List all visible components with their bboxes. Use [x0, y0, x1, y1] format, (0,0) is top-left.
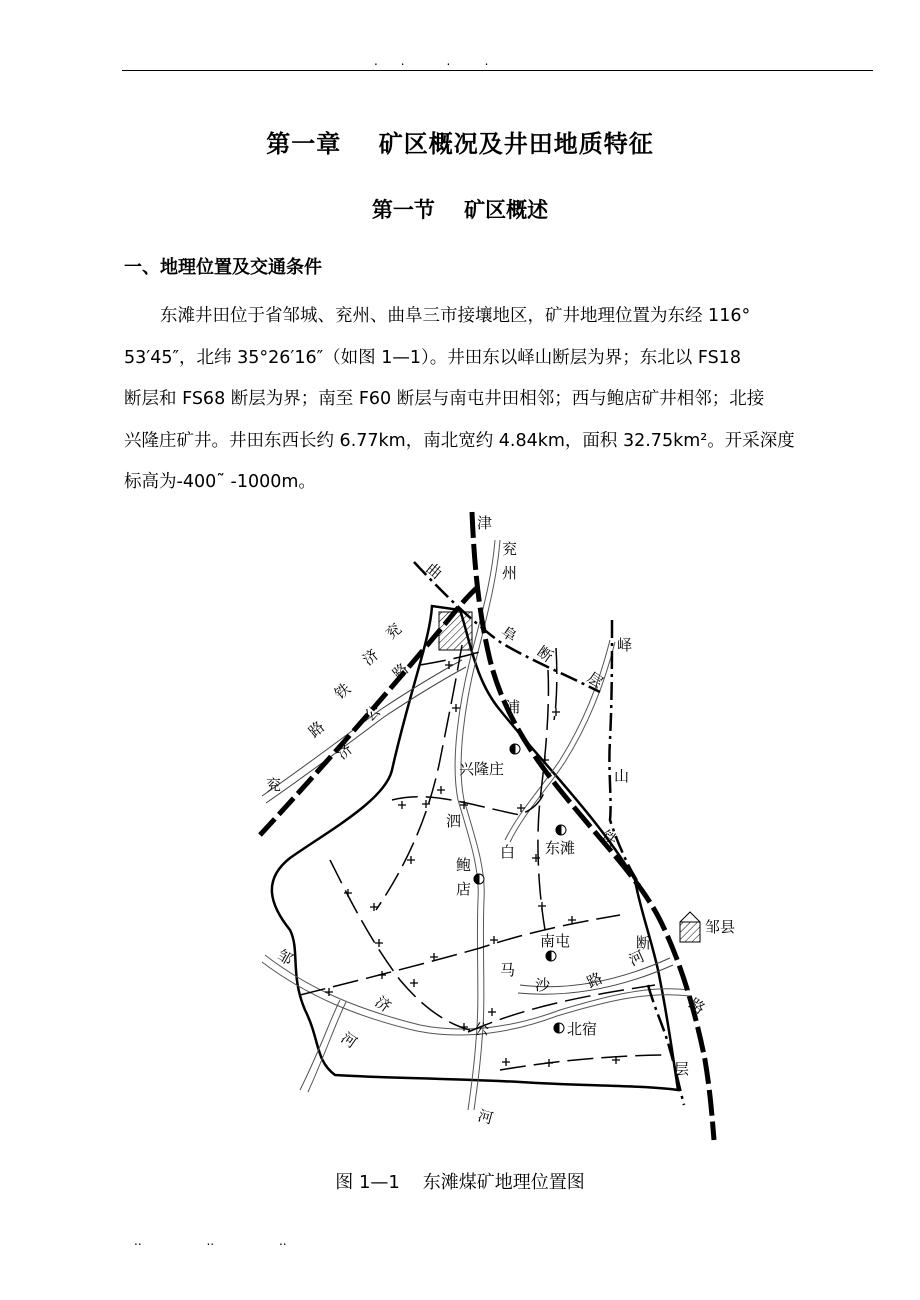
map-label: 阜: [497, 622, 521, 646]
map-label: 南屯: [540, 932, 571, 950]
map-label: 路: [584, 968, 606, 992]
map-label: 马: [500, 961, 516, 979]
map-label: 北宿: [567, 1020, 598, 1038]
paragraph-line: 兴隆庄矿井。井田东西长约 6.77km，南北宽约 4.84km，面积 32.75km²。开采深度: [124, 430, 795, 451]
map-label: 鲍: [456, 856, 472, 874]
map-label: 东滩: [545, 839, 576, 857]
map-label: 层: [583, 668, 607, 692]
map-label: 州: [502, 564, 518, 582]
map-label: 沙: [535, 976, 551, 994]
paragraph-line: 53′45″，北纬 35°26′16″（如图 1—1）。井田东以峄山断层为界；东北以 FS18: [124, 347, 741, 368]
map-label: 白: [500, 843, 516, 861]
map-label: 公: [361, 701, 385, 726]
map-label: 店: [456, 880, 472, 898]
paragraph-line: 标高为-400˜ -1000m。: [124, 472, 316, 492]
town-zouxian: [680, 912, 700, 942]
map-label: 断: [533, 642, 557, 666]
figure-caption: 图 1—1 东滩煤矿地理位置图: [335, 1172, 585, 1193]
map-label: 津: [477, 514, 493, 532]
map-label: 山: [614, 767, 630, 785]
map-label: 路: [685, 994, 709, 1018]
mine-symbols: [474, 744, 566, 1033]
map-label: 河: [337, 1028, 361, 1052]
map-label: 路: [305, 717, 329, 742]
map-label: 兖: [502, 540, 518, 558]
subsection-title: 一、地理位置及交通条件: [124, 257, 322, 278]
map-label: 邹县: [705, 918, 736, 936]
town-yanzhou: [439, 612, 472, 650]
map-label: 河: [475, 1106, 496, 1128]
paragraph-line: 断层和 FS68 断层为界；南至 F60 断层与南屯井田相邻；西与鲍店矿井相邻；北接: [124, 389, 765, 409]
map-label: 济: [371, 992, 395, 1016]
map-label: 济: [359, 645, 383, 670]
mining-area-boundary: [272, 606, 678, 1090]
map-label: 兖: [382, 619, 406, 644]
header-dots: . . . .: [374, 54, 489, 68]
map-label: 断: [636, 934, 652, 952]
map-label: 邹: [274, 945, 297, 969]
map-label: 泗: [446, 812, 462, 830]
map-label: 兖: [266, 776, 282, 794]
map-label: 铁: [597, 826, 621, 850]
map-labels: [266, 514, 735, 1128]
map-label: 铁: [331, 679, 355, 704]
map-label: 兴隆庄: [459, 760, 505, 778]
map-label: 峄: [617, 636, 633, 654]
map-label: 济: [333, 739, 357, 764]
chapter-title: 第一章 矿区概况及井田地质特征: [266, 130, 654, 158]
map-label: 河: [626, 946, 648, 970]
map-label: 层: [674, 1060, 690, 1078]
paragraph-line: 东滩井田位于省邹城、兖州、曲阜三市接壤地区，矿井地理位置为东经 116°: [160, 306, 751, 326]
map-label: 公: [474, 1020, 490, 1038]
map-label: 曲: [422, 559, 446, 583]
footer-dots: .. .. ..: [134, 1234, 287, 1248]
railway-jinpu: [472, 512, 714, 1140]
map-label: 浦: [505, 698, 521, 716]
map-label: 路: [389, 659, 413, 684]
section-title: 第一节 矿区概述: [371, 198, 549, 222]
